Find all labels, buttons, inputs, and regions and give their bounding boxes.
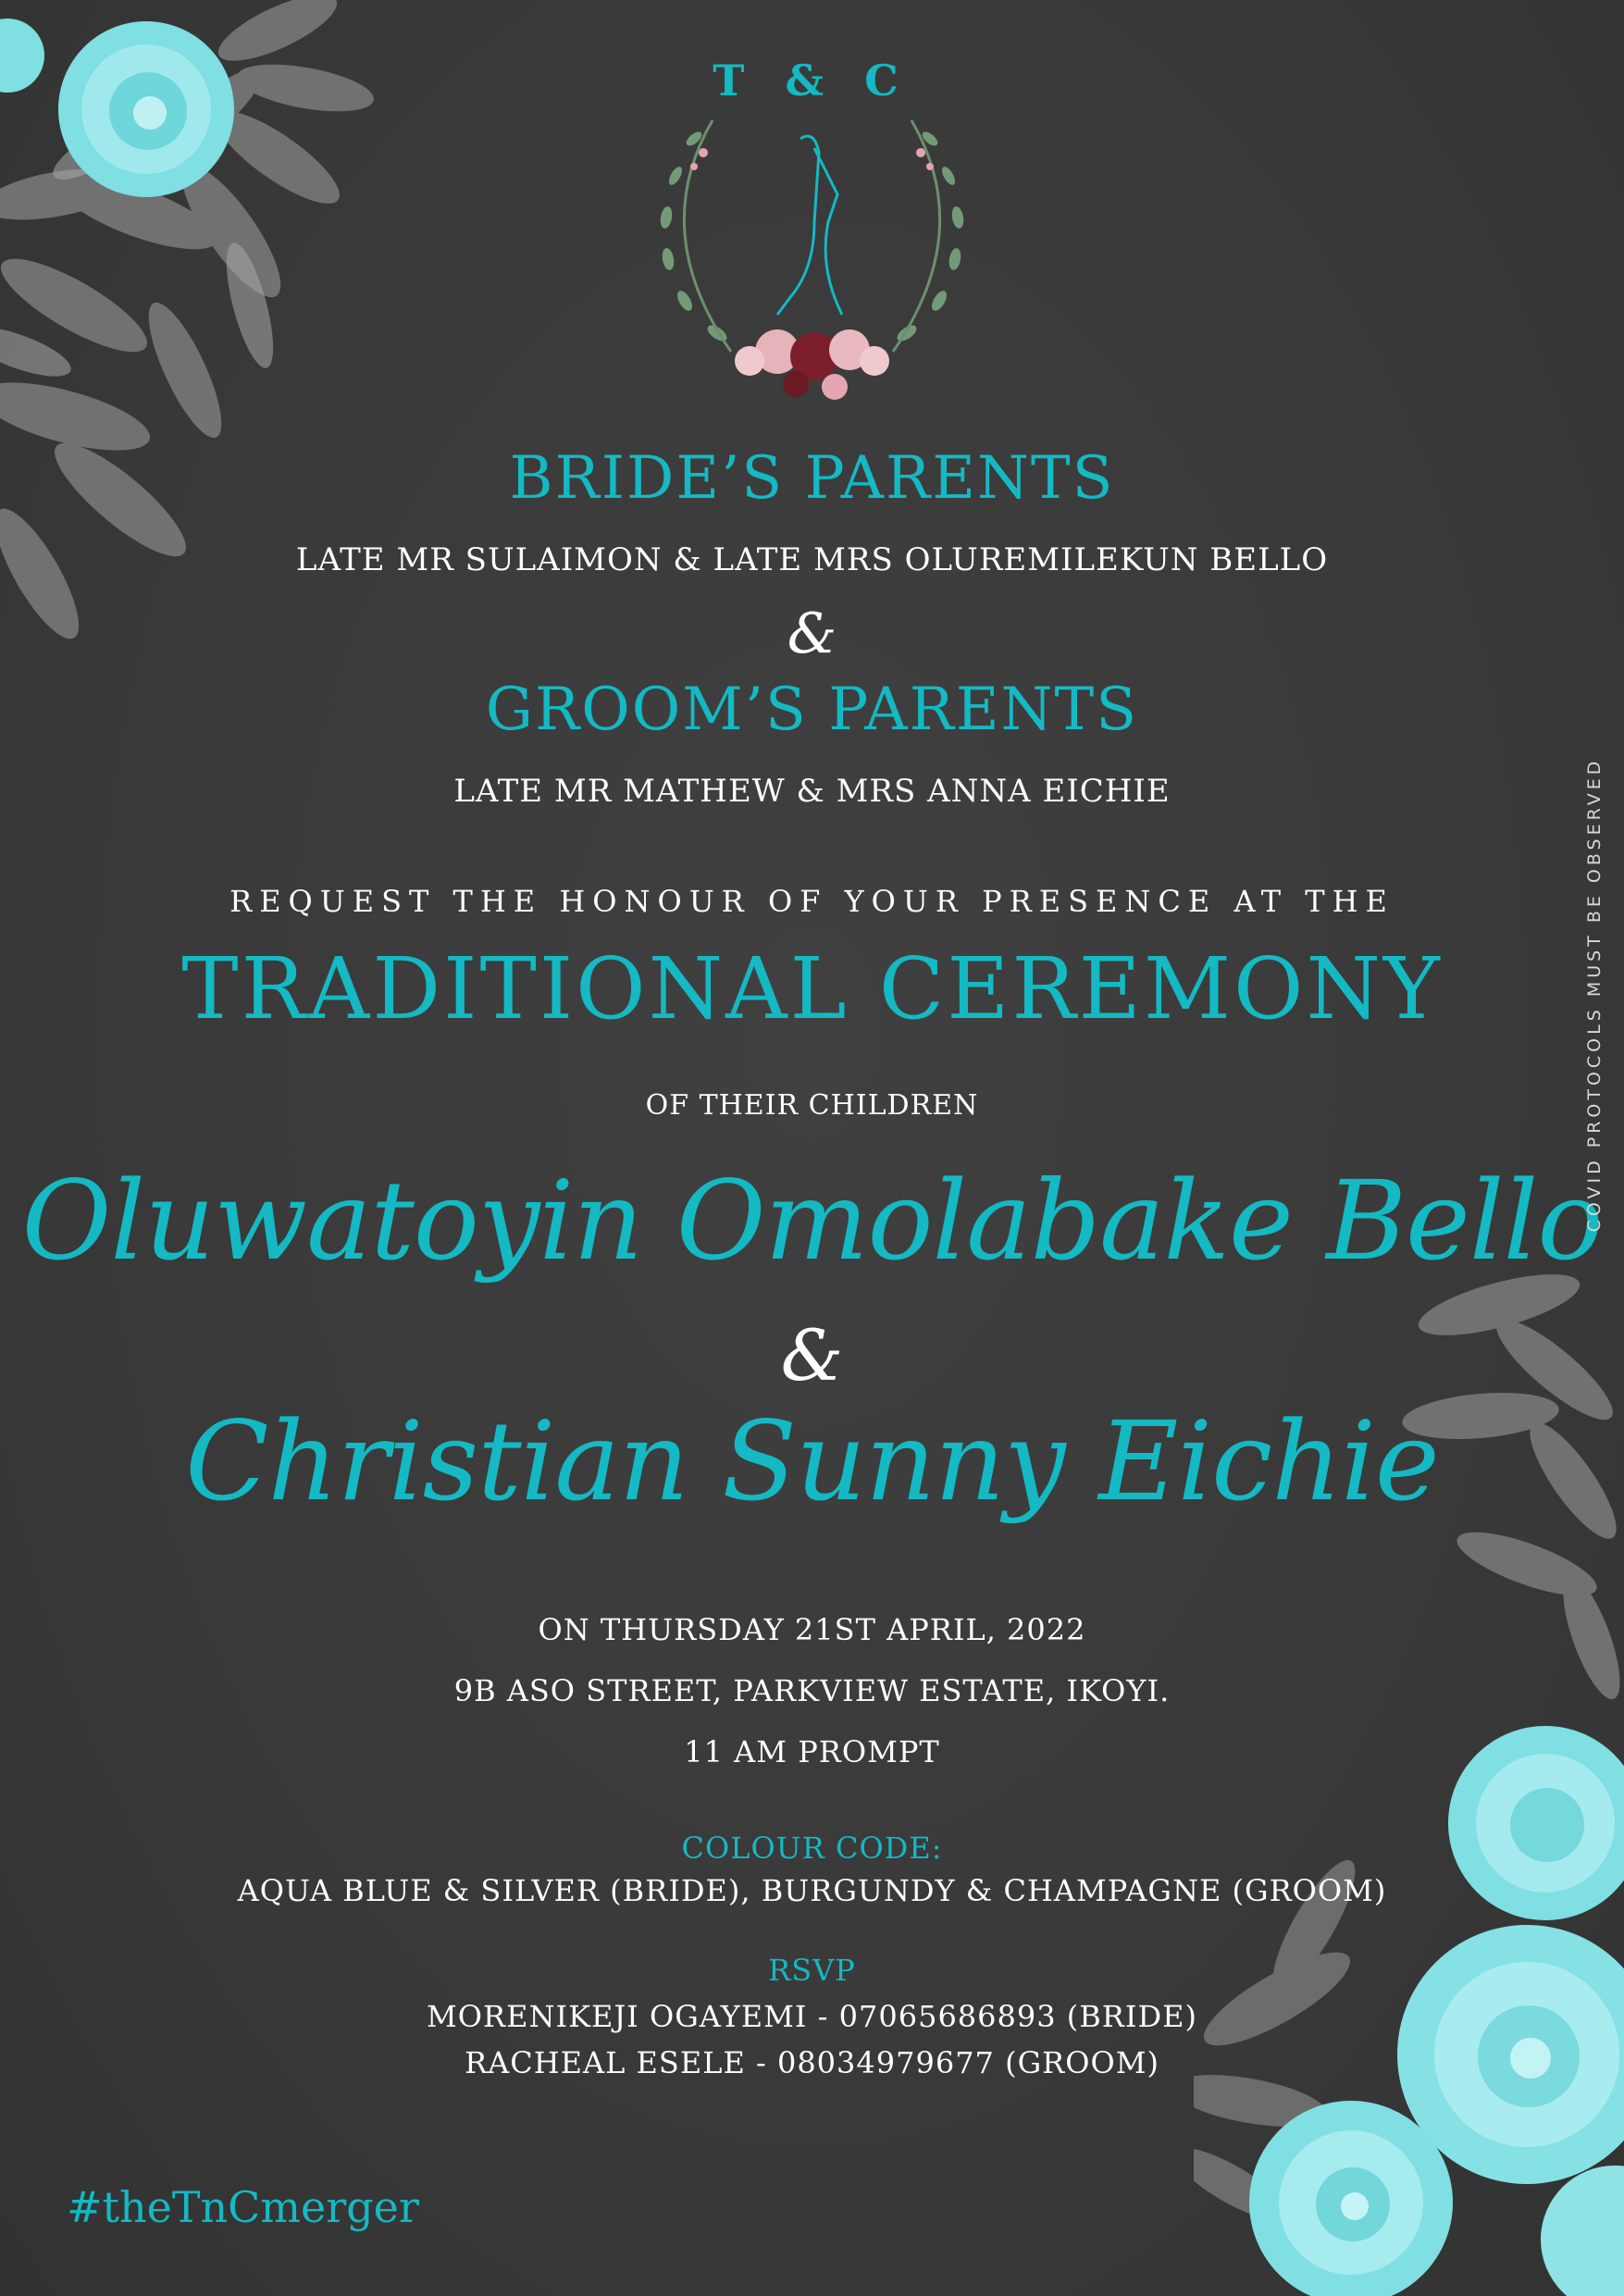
children-line: OF THEIR CHILDREN: [645, 1089, 979, 1122]
event-time: 11 AM PROMPT: [684, 1734, 940, 1769]
rsvp-label: RSVP: [768, 1953, 856, 1988]
brides-parents-heading: BRIDE’S PARENTS: [509, 444, 1115, 513]
event-venue: 9B ASO STREET, PARKVIEW ESTATE, IKOYI.: [453, 1673, 1171, 1708]
hashtag: #theTnCmerger: [67, 2182, 419, 2232]
colour-code-label: COLOUR CODE:: [681, 1831, 943, 1866]
brides-parents-names: LATE MR SULAIMON & LATE MRS OLUREMILEKUN BELLO: [295, 541, 1329, 578]
couple-ampersand: &: [780, 1314, 844, 1396]
groom-name: Christian Sunny Eichie: [185, 1397, 1439, 1525]
colour-code-value: AQUA BLUE & SILVER (BRIDE), BURGUNDY & CHAMPAGNE (GROOM): [237, 1873, 1387, 1908]
ceremony-title: TRADITIONAL CEREMONY: [181, 939, 1443, 1038]
bride-name: Oluwatoyin Omolabake Bello: [21, 1157, 1603, 1285]
covid-note: COVID PROTOCOLS MUST BE OBSERVED: [1584, 757, 1605, 1233]
rsvp-contact-groom: RACHEAL ESELE - 08034979677 (GROOM): [465, 2045, 1159, 2080]
parents-ampersand: &: [787, 602, 837, 666]
rsvp-contact-bride: MORENIKEJI OGAYEMI - 07065686893 (BRIDE): [426, 1999, 1197, 2034]
event-date: ON THURSDAY 21ST APRIL, 2022: [538, 1612, 1086, 1647]
wreath-hands-crest-icon: [629, 83, 995, 416]
monogram: T & C: [713, 56, 911, 105]
request-line: REQUEST THE HONOUR OF YOUR PRESENCE AT THE: [229, 884, 1395, 919]
grooms-parents-heading: GROOM’S PARENTS: [485, 676, 1139, 744]
grooms-parents-names: LATE MR MATHEW & MRS ANNA EICHIE: [453, 773, 1171, 810]
